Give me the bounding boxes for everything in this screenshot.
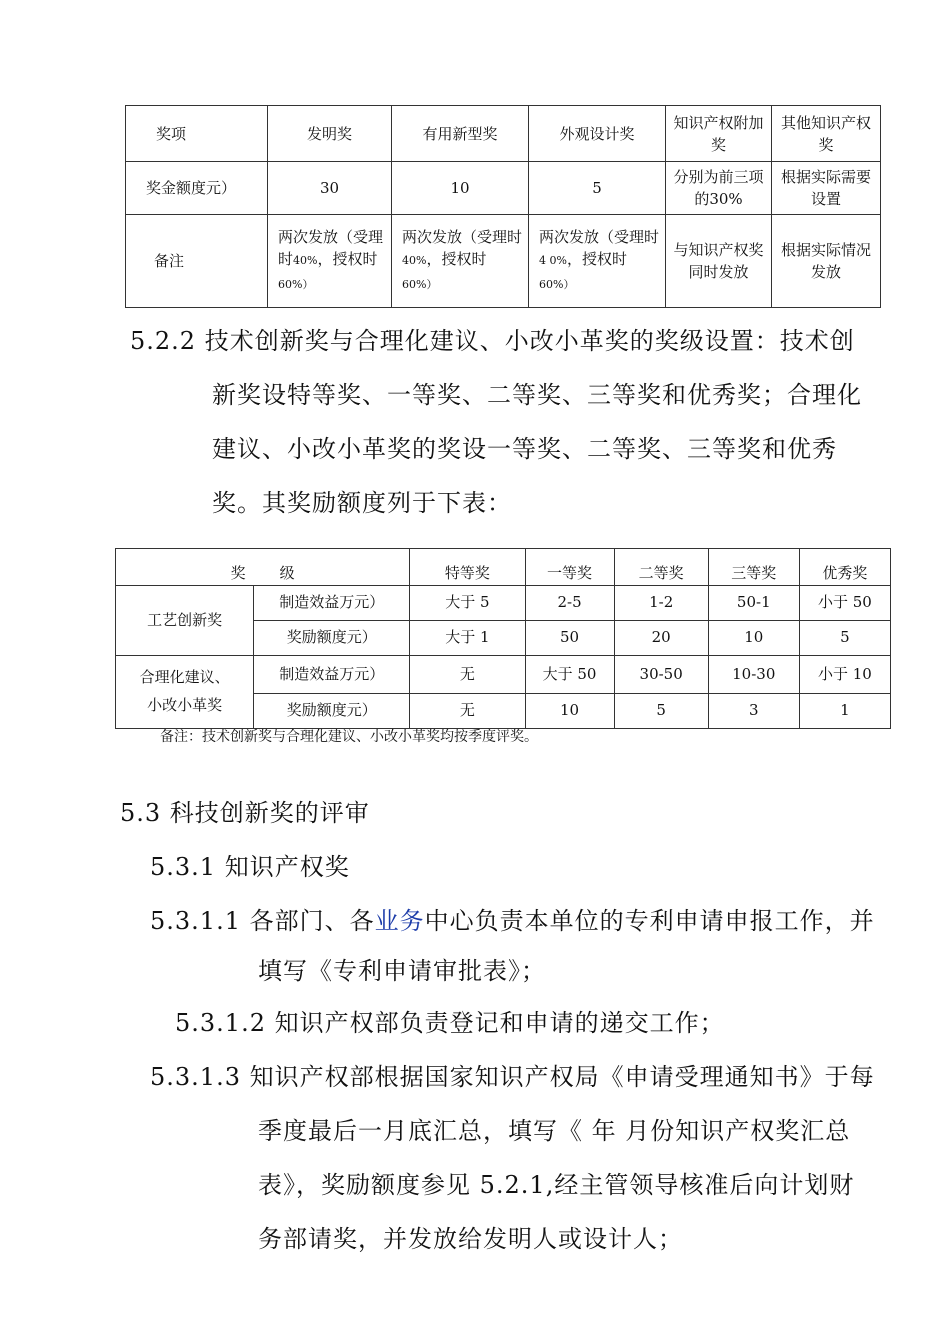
table-row bbox=[116, 586, 891, 621]
para-5-3-1-3-line-3: 表》，奖励额度参见 5.2.1,经主管领导核准后向计划财 bbox=[258, 1171, 855, 1199]
table-row bbox=[126, 162, 881, 215]
header-cell-first: 一等奖 bbox=[525, 549, 614, 586]
row-label: 制造效益万元） bbox=[254, 656, 410, 694]
note-percent: 60%） bbox=[539, 278, 575, 291]
table-cell: 1 bbox=[799, 694, 890, 729]
award-table-ip bbox=[125, 105, 881, 308]
table-cell: 10 bbox=[708, 621, 799, 656]
text-span: 5.3.1.1 各部门、各 bbox=[150, 907, 375, 935]
group-label-line: 合理化建议、 bbox=[139, 668, 230, 686]
table-cell: 大于 1 bbox=[410, 621, 525, 656]
table-row bbox=[126, 215, 881, 308]
table-cell-note bbox=[529, 215, 666, 308]
table-cell: 大于 5 bbox=[410, 586, 525, 621]
para-5-2-2-line-1: 5.2.2 技术创新奖与合理化建议、小改小革奖的奖级设置：技术创 bbox=[130, 327, 855, 355]
header-text: 奖 bbox=[230, 564, 246, 582]
header-text: 级 bbox=[279, 564, 295, 582]
para-5-3-1-1-line-1 bbox=[150, 894, 875, 948]
note-percent: 60%） bbox=[402, 278, 438, 291]
row-label: 制造效益万元） bbox=[254, 586, 410, 621]
table-cell: 30-50 bbox=[614, 656, 708, 694]
table-cell: 5 bbox=[799, 621, 890, 656]
table-row bbox=[126, 106, 881, 162]
note-text: ，授权时 bbox=[426, 250, 487, 268]
table-cell: 50 bbox=[525, 621, 614, 656]
table-cell: 无 bbox=[410, 694, 525, 729]
row-label: 奖励额度元） bbox=[254, 694, 410, 729]
business-link[interactable]: 业务 bbox=[374, 907, 425, 935]
header-cell-utility: 有用新型奖 bbox=[392, 106, 529, 162]
para-5-3-1-1-line-2: 填写《专利申请审批表》； bbox=[258, 957, 546, 985]
table-cell: 3 bbox=[708, 694, 799, 729]
para-5-3-1-3-line-1: 5.3.1.3 知识产权部根据国家知识产权局《申请受理通知书》于每 bbox=[150, 1063, 875, 1091]
para-5-2-2-line-4: 奖。其奖励额度列于下表： bbox=[212, 489, 512, 517]
table-cell: 大于 50 bbox=[525, 656, 614, 694]
para-5-3-1-2: 5.3.1.2 知识产权部负责登记和申请的递交工作； bbox=[175, 1009, 725, 1037]
para-5-3-1-3-line-2: 季度最后一月底汇总，填写《 年 月份知识产权奖汇总 bbox=[258, 1117, 851, 1145]
note-percent: 60%） bbox=[278, 278, 314, 291]
text-span: 中心负责本单位的专利申请申报工作，并 bbox=[424, 907, 875, 935]
header-cell-second: 二等奖 bbox=[614, 549, 708, 586]
table-note: 备注：技术创新奖与合理化建议、小改小革奖均按季度评奖。 bbox=[160, 729, 538, 745]
table-cell: 根据实际情况发放 bbox=[772, 215, 881, 308]
table-row bbox=[116, 656, 891, 694]
header-cell-ip-addon: 知识产权附加奖 bbox=[666, 106, 772, 162]
table-cell: 与知识产权奖同时发放 bbox=[666, 215, 772, 308]
table-cell: 5 bbox=[614, 694, 708, 729]
row-label: 奖励额度元） bbox=[254, 621, 410, 656]
para-5-2-2-line-3: 建议、小改小革奖的奖设一等奖、二等奖、三等奖和优秀 bbox=[212, 435, 837, 463]
table-row bbox=[116, 549, 891, 586]
note-text: 两次发放（受理时 bbox=[539, 228, 660, 246]
para-5-3-1-3-line-4: 务部请奖，并发放给发明人或设计人； bbox=[258, 1225, 683, 1253]
header-cell-excellent: 优秀奖 bbox=[799, 549, 890, 586]
table-cell: 20 bbox=[614, 621, 708, 656]
header-cell-invention: 发明奖 bbox=[268, 106, 392, 162]
table-cell: 根据实际需要设置 bbox=[772, 162, 881, 215]
table-cell: 10 bbox=[392, 162, 529, 215]
table-cell: 10 bbox=[525, 694, 614, 729]
header-cell-item: 奖项 bbox=[126, 106, 268, 162]
note-text: 两次发放（受理时 bbox=[278, 228, 384, 268]
note-percent: 40% bbox=[402, 254, 427, 267]
table-cell-note bbox=[392, 215, 529, 308]
note-percent: 4 0% bbox=[539, 254, 567, 267]
row-label-note: 备注 bbox=[126, 215, 268, 308]
note-percent: 40% bbox=[293, 254, 318, 267]
table-cell: 30 bbox=[268, 162, 392, 215]
header-cell-other-ip: 其他知识产权奖 bbox=[772, 106, 881, 162]
table-cell: 50-1 bbox=[708, 586, 799, 621]
table-cell: 1-2 bbox=[614, 586, 708, 621]
note-text: 两次发放（受理时 bbox=[402, 228, 523, 246]
table-cell: 2-5 bbox=[525, 586, 614, 621]
section-5-3-title: 5.3 科技创新奖的评审 bbox=[120, 799, 370, 827]
header-cell-third: 三等奖 bbox=[708, 549, 799, 586]
table-cell: 10-30 bbox=[708, 656, 799, 694]
table-cell: 5 bbox=[529, 162, 666, 215]
row-label-amount: 奖金额度元） bbox=[126, 162, 268, 215]
section-5-3-1-title: 5.3.1 知识产权奖 bbox=[150, 853, 350, 881]
header-cell-design: 外观设计奖 bbox=[529, 106, 666, 162]
header-cell-special: 特等奖 bbox=[410, 549, 525, 586]
para-5-2-2-line-2: 新奖设特等奖、一等奖、二等奖、三等奖和优秀奖；合理化 bbox=[212, 381, 862, 409]
group-label-suggestion bbox=[116, 656, 254, 729]
group-label-process: 工艺创新奖 bbox=[116, 586, 254, 656]
note-text: ，授权时 bbox=[317, 250, 378, 268]
award-table-innovation bbox=[115, 548, 891, 729]
table-cell: 分别为前三项的30% bbox=[666, 162, 772, 215]
table-cell: 无 bbox=[410, 656, 525, 694]
header-cell-level bbox=[116, 549, 410, 586]
table-cell: 小于 10 bbox=[799, 656, 890, 694]
group-label-line: 小改小革奖 bbox=[147, 696, 223, 714]
note-text: ，授权时 bbox=[566, 250, 627, 268]
table-cell: 小于 50 bbox=[799, 586, 890, 621]
table-cell-note bbox=[268, 215, 392, 308]
